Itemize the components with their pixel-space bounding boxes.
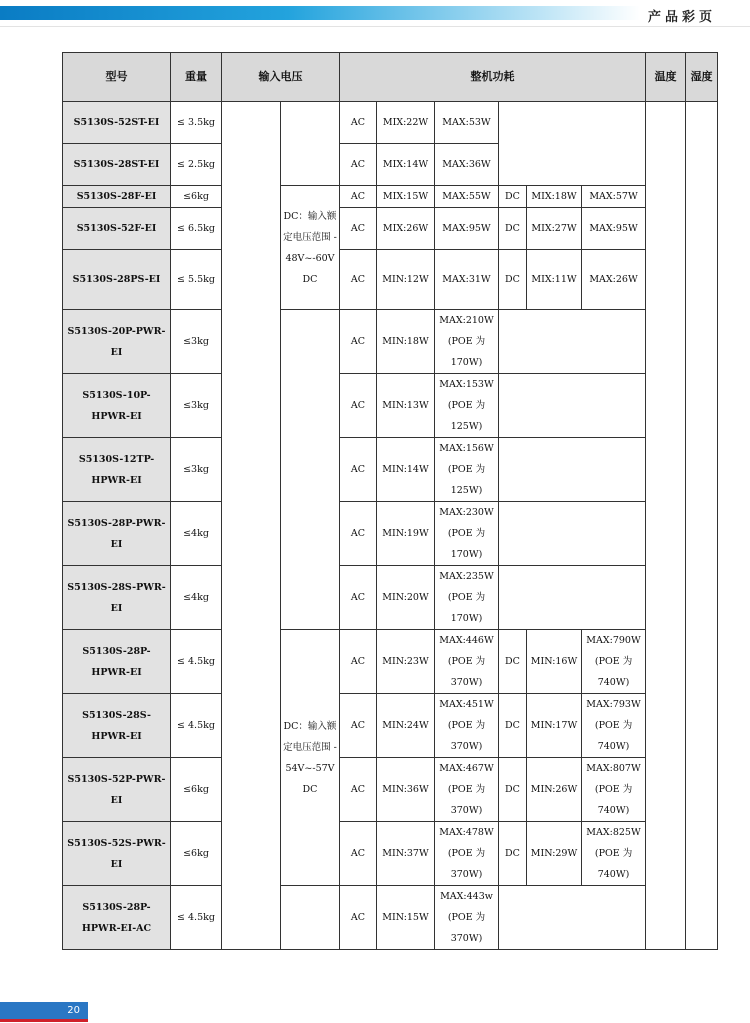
model-cell: S5130S-12TP-HPWR-EI [63, 438, 171, 502]
input-voltage-blank [222, 102, 281, 950]
model-cell: S5130S-28F-EI [63, 186, 171, 208]
ac-min-cell: MIN:15W [377, 886, 435, 950]
ac-min-cell: MIN:18W [377, 310, 435, 374]
table-row [63, 886, 718, 950]
weight-cell: ≤4kg [171, 502, 222, 566]
model-cell: S5130S-52P-PWR-EI [63, 758, 171, 822]
ac-max-cell: MAX:467W (POE 为 370W) [435, 758, 499, 822]
ac-label-cell: AC [340, 374, 377, 438]
ac-min-cell: MIN:24W [377, 694, 435, 758]
header-humidity: 湿度 [686, 53, 718, 102]
ac-min-cell: MIX:15W [377, 186, 435, 208]
dc-min-cell: MIX:18W [527, 186, 582, 208]
weight-cell: ≤ 4.5kg [171, 886, 222, 950]
ac-label-cell: AC [340, 758, 377, 822]
dc-min-cell: MIX:27W [527, 208, 582, 250]
ac-min-cell: MIN:12W [377, 250, 435, 310]
ac-min-cell: MIN:36W [377, 758, 435, 822]
dc-min-cell: MIN:26W [527, 758, 582, 822]
dc-label-cell: DC [499, 630, 527, 694]
weight-cell: ≤ 6.5kg [171, 208, 222, 250]
header-power: 整机功耗 [340, 53, 646, 102]
table-row [63, 822, 718, 886]
model-cell: S5130S-52ST-EI [63, 102, 171, 144]
table-row [63, 630, 718, 694]
ac-max-cell: MAX:53W [435, 102, 499, 144]
ac-label-cell: AC [340, 438, 377, 502]
ac-max-cell: MAX:36W [435, 144, 499, 186]
ac-min-cell: MIX:22W [377, 102, 435, 144]
ac-label-cell: AC [340, 502, 377, 566]
dc-min-cell: MIX:11W [527, 250, 582, 310]
dc-max-cell: MAX:793W (POE 为 740W) [582, 694, 646, 758]
humidity-cell [686, 102, 718, 950]
dc-power-blank [499, 502, 646, 566]
dc-input-range-b: DC：输入额定电压范围 - 54V~-57V DC [281, 630, 340, 886]
dc-min-cell: MIN:17W [527, 694, 582, 758]
weight-cell: ≤6kg [171, 186, 222, 208]
model-cell: S5130S-28P-HPWR-EI [63, 630, 171, 694]
header-temperature: 温度 [646, 53, 686, 102]
ac-label-cell: AC [340, 102, 377, 144]
header-weight: 重量 [171, 53, 222, 102]
header-input-voltage: 输入电压 [222, 53, 340, 102]
ac-min-cell: MIN:37W [377, 822, 435, 886]
ac-label-cell: AC [340, 144, 377, 186]
dc-label-cell: DC [499, 822, 527, 886]
dc-power-blank [499, 566, 646, 630]
model-cell: S5130S-10P-HPWR-EI [63, 374, 171, 438]
dc-input-blank-bottom [281, 886, 340, 950]
model-cell: S5130S-28P-HPWR-EI-AC [63, 886, 171, 950]
ac-max-cell: MAX:95W [435, 208, 499, 250]
ac-min-cell: MIN:20W [377, 566, 435, 630]
dc-min-cell: MIN:16W [527, 630, 582, 694]
weight-cell: ≤6kg [171, 758, 222, 822]
model-cell: S5130S-52S-PWR-EI [63, 822, 171, 886]
weight-cell: ≤3kg [171, 438, 222, 502]
header-divider [0, 26, 750, 27]
spec-table [62, 52, 718, 950]
model-cell: S5130S-28S-PWR-EI [63, 566, 171, 630]
table-header-row [63, 53, 718, 102]
temperature-cell [646, 102, 686, 950]
weight-cell: ≤4kg [171, 566, 222, 630]
header-model: 型号 [63, 53, 171, 102]
table-row [63, 102, 718, 144]
dc-label-cell: DC [499, 250, 527, 310]
weight-cell: ≤ 4.5kg [171, 694, 222, 758]
table-row [63, 374, 718, 438]
ac-min-cell: MIN:23W [377, 630, 435, 694]
header-gradient-band [0, 6, 640, 20]
dc-label-cell: DC [499, 758, 527, 822]
ac-max-cell: MAX:443w (POE 为 370W) [435, 886, 499, 950]
ac-label-cell: AC [340, 208, 377, 250]
model-cell: S5130S-52F-EI [63, 208, 171, 250]
table-row [63, 694, 718, 758]
weight-cell: ≤ 4.5kg [171, 630, 222, 694]
ac-label-cell: AC [340, 250, 377, 310]
model-cell: S5130S-20P-PWR-EI [63, 310, 171, 374]
dc-label-cell: DC [499, 694, 527, 758]
ac-max-cell: MAX:156W (POE 为 125W) [435, 438, 499, 502]
ac-label-cell: AC [340, 630, 377, 694]
dc-input-range-a: DC：输入额定电压范围 - 48V~-60V DC [281, 186, 340, 310]
table-row [63, 310, 718, 374]
table-row [63, 250, 718, 310]
dc-max-cell: MAX:95W [582, 208, 646, 250]
dc-power-blank [499, 102, 646, 186]
ac-min-cell: MIX:26W [377, 208, 435, 250]
table-row [63, 438, 718, 502]
dc-input-blank-mid [281, 310, 340, 630]
dc-min-cell: MIN:29W [527, 822, 582, 886]
ac-max-cell: MAX:230W (POE 为 170W) [435, 502, 499, 566]
dc-max-cell: MAX:825W (POE 为 740W) [582, 822, 646, 886]
dc-label-cell: DC [499, 208, 527, 250]
table-row [63, 186, 718, 208]
table-row [63, 566, 718, 630]
ac-label-cell: AC [340, 310, 377, 374]
model-cell: S5130S-28ST-EI [63, 144, 171, 186]
ac-label-cell: AC [340, 566, 377, 630]
dc-power-blank [499, 886, 646, 950]
table-row [63, 502, 718, 566]
ac-label-cell: AC [340, 694, 377, 758]
dc-power-blank [499, 310, 646, 374]
ac-max-cell: MAX:31W [435, 250, 499, 310]
dc-label-cell: DC [499, 186, 527, 208]
page-number: 20 [67, 1005, 80, 1016]
model-cell: S5130S-28S-HPWR-EI [63, 694, 171, 758]
ac-label-cell: AC [340, 886, 377, 950]
model-cell: S5130S-28PS-EI [63, 250, 171, 310]
ac-min-cell: MIN:14W [377, 438, 435, 502]
dc-power-blank [499, 374, 646, 438]
ac-min-cell: MIX:14W [377, 144, 435, 186]
weight-cell: ≤3kg [171, 374, 222, 438]
ac-min-cell: MIN:13W [377, 374, 435, 438]
weight-cell: ≤ 3.5kg [171, 102, 222, 144]
ac-max-cell: MAX:446W (POE 为 370W) [435, 630, 499, 694]
footer-accent-line [0, 1019, 88, 1022]
dc-max-cell: MAX:790W (POE 为 740W) [582, 630, 646, 694]
ac-max-cell: MAX:153W (POE 为 125W) [435, 374, 499, 438]
ac-max-cell: MAX:451W (POE 为 370W) [435, 694, 499, 758]
model-cell: S5130S-28P-PWR-EI [63, 502, 171, 566]
ac-min-cell: MIN:19W [377, 502, 435, 566]
weight-cell: ≤ 2.5kg [171, 144, 222, 186]
ac-max-cell: MAX:55W [435, 186, 499, 208]
ac-max-cell: MAX:235W (POE 为 170W) [435, 566, 499, 630]
weight-cell: ≤ 5.5kg [171, 250, 222, 310]
ac-label-cell: AC [340, 186, 377, 208]
table-row [63, 758, 718, 822]
table-row [63, 208, 718, 250]
dc-max-cell: MAX:26W [582, 250, 646, 310]
weight-cell: ≤3kg [171, 310, 222, 374]
page-header-title: 产品彩页 [647, 10, 716, 25]
dc-max-cell: MAX:57W [582, 186, 646, 208]
weight-cell: ≤6kg [171, 822, 222, 886]
dc-power-blank [499, 438, 646, 502]
dc-input-blank-top [281, 102, 340, 186]
dc-max-cell: MAX:807W (POE 为 740W) [582, 758, 646, 822]
ac-label-cell: AC [340, 822, 377, 886]
ac-max-cell: MAX:478W (POE 为 370W) [435, 822, 499, 886]
ac-max-cell: MAX:210W (POE 为 170W) [435, 310, 499, 374]
